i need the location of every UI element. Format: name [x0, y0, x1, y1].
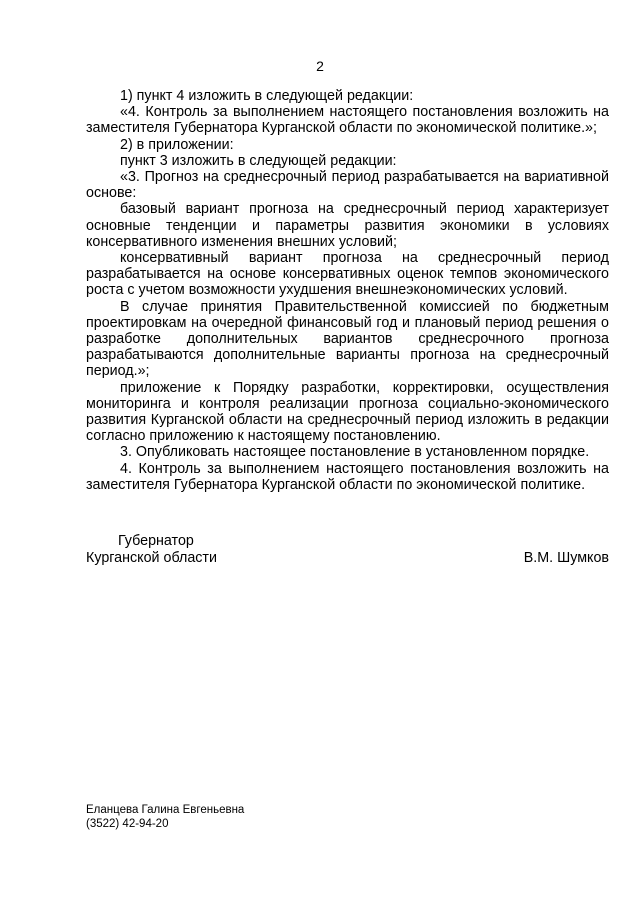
document-body	[86, 88, 609, 493]
signatory-position	[86, 533, 217, 567]
position-title: Губернатор	[118, 533, 194, 549]
paragraph: 3. Опубликовать настоящее постановление в установленном порядке.	[120, 444, 590, 461]
page-number: 2	[316, 58, 324, 74]
paragraph: «4. Контроль за выполнением настоящего постановления возложить на заместителя Губернатора Курганской области по экономической политике.»;	[86, 104, 609, 137]
paragraph: консервативный вариант прогноза на среднесрочный период разрабатывается на основе консервативных оценок темпов экономического роста с учетом возможности ухудшения внешнеэкономических условий.	[86, 250, 609, 299]
executor-name: Еланцева Галина Евгеньевна	[86, 804, 245, 816]
paragraph: базовый вариант прогноза на среднесрочный период характеризует основные тенденции и параметры развития экономики в условиях консервативного изменения внешних условий;	[86, 201, 609, 250]
paragraph: пункт 3 изложить в следующей редакции:	[120, 152, 397, 169]
executor-info	[86, 803, 244, 831]
paragraph: 1) пункт 4 изложить в следующей редакции:	[120, 88, 414, 104]
position-region: Курганской области	[86, 550, 217, 566]
paragraph: 2) в приложении:	[120, 136, 234, 153]
signatory-name: В.М. Шумков	[523, 550, 609, 566]
executor-phone: (3522) 42-94-20	[86, 818, 169, 830]
paragraph: приложение к Порядку разработки, корректировки, осуществления мониторинга и контроля реализации прогноза социально-экономического развития Курганской области на среднесрочный период изложить в редакции согласно приложению к настоящему постановлению.	[86, 379, 609, 445]
paragraph: 4. Контроль за выполнением настоящего постановления возложить на заместителя Губернатора Курганской области по экономической политике.	[86, 460, 609, 493]
paragraph: «3. Прогноз на среднесрочный период разрабатывается на вариативной основе:	[86, 169, 609, 202]
paragraph: В случае принятия Правительственной комиссией по бюджетным проектировкам на очередной финансовый год и плановый период решения о разработке дополнительных вариантов среднесрочного прогноза разрабатываются дополнительные варианты прогноза на среднесрочный период.»;	[86, 298, 609, 380]
